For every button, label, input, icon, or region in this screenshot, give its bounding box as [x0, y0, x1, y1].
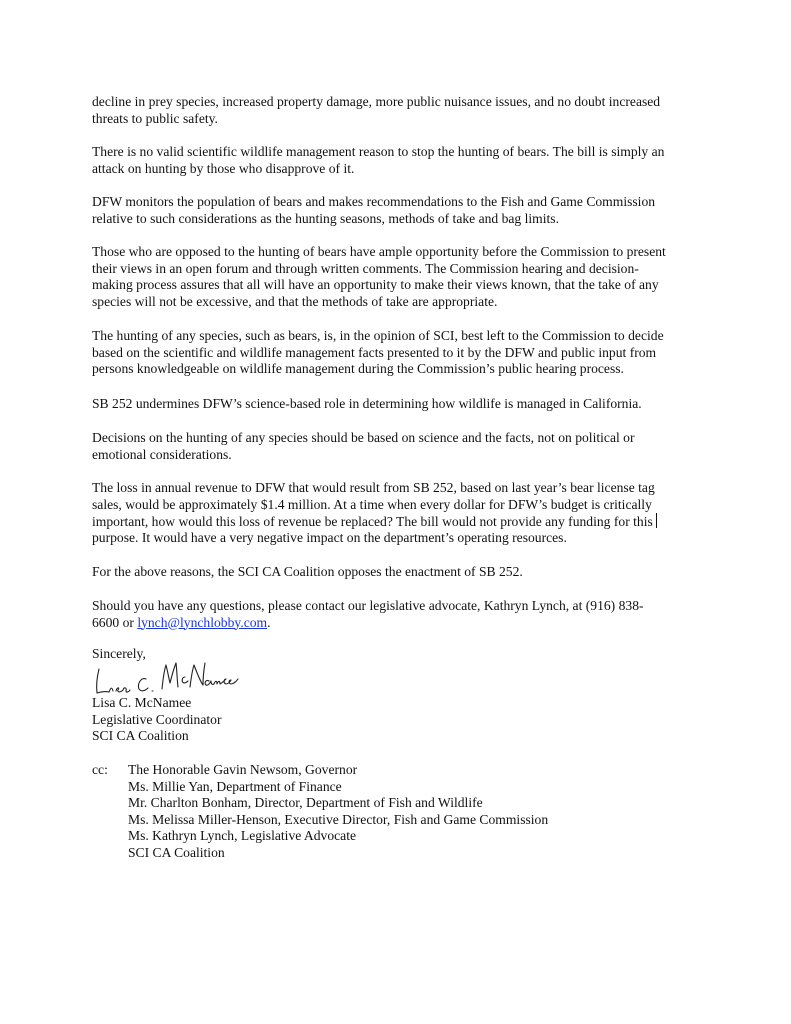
- handwritten-signature: [90, 657, 250, 699]
- paragraph-dfw-monitors: DFW monitors the population of bears and makes recommendations to the Fish and Game Commission relative to such considerations as the hunting seasons, methods of take and bag limits.: [92, 194, 656, 226]
- paragraph-commission-decides: The hunting of any species, such as bears, is, in the opinion of SCI, best left to the Commission to decide based on the scientific and wildlife management facts presented to it by the DFW and public input from persons knowledgeable on wildlife management during the Commission’s public hearing process.: [92, 328, 664, 377]
- cc-recipient: Ms. Melissa Miller-Henson, Executive Director, Fish and Game Commission: [128, 811, 549, 827]
- cc-recipient: The Honorable Gavin Newsom, Governor: [128, 762, 358, 777]
- contact-line-2: [92, 615, 712, 632]
- salutation: Sincerely,: [92, 646, 146, 661]
- cc-recipient-list: [128, 762, 628, 862]
- contact-line-1: Should you have any questions, please contact our legislative advocate, Kathryn Lynch, at (916) 838-: [92, 598, 644, 613]
- contact-suffix: .: [267, 614, 271, 630]
- revenue-lines-1-2: The loss in annual revenue to DFW that would result from SB 252, based on last year’s bear license tag sales, would be approximately $1.4 million. At a time when every dollar for DFW’s budget is critically: [92, 480, 655, 512]
- paragraph-opposes-enactment: For the above reasons, the SCI CA Coalition opposes the enactment of SB 252.: [92, 564, 523, 579]
- signature-block: [92, 695, 712, 745]
- revenue-line-3-text: important, how would this loss of revenue be replaced? The bill would not provide any funding for this: [92, 514, 653, 530]
- signer-name: Lisa C. McNamee: [92, 695, 192, 710]
- paragraph-sb252-undermines: SB 252 undermines DFW’s science-based role in determining how wildlife is managed in California.: [92, 396, 642, 411]
- revenue-line-4: purpose. It would have a very negative impact on the department’s operating resources.: [92, 529, 567, 545]
- cc-recipient: SCI CA Coalition: [128, 844, 225, 860]
- cc-recipient: Mr. Charlton Bonham, Director, Department of Fish and Wildlife: [128, 795, 483, 811]
- cc-label: cc:: [92, 762, 108, 777]
- signer-title: Legislative Coordinator: [92, 711, 222, 727]
- email-link[interactable]: lynch@lynchlobby.com: [137, 614, 268, 630]
- paragraph-prey-decline: decline in prey species, increased property damage, more public nuisance issues, and no doubt increased threats to public safety.: [92, 94, 661, 126]
- paragraph-opposition-opportunity: Those who are opposed to the hunting of bears have ample opportunity before the Commission to present their views in an open forum and through written comments. The Commission hearing and decision- making process assures that all will have an opportunity to make their views known, that the take of any species will not be excessive, and that the methods of take are appropriate.: [92, 244, 666, 309]
- revenue-line-3: [92, 513, 712, 530]
- paragraph-no-valid-reason: There is no valid scientific wildlife management reason to stop the hunting of bears. The bill is simply an attack on hunting by those who disapprove of it.: [92, 144, 665, 176]
- cc-recipient: Ms. Millie Yan, Department of Finance: [128, 778, 342, 794]
- paragraph-revenue-loss: [92, 480, 712, 546]
- paragraph-science-decisions: Decisions on the hunting of any species should be based on science and the facts, not on political or emotional considerations.: [92, 430, 635, 462]
- cc-recipient: Ms. Kathryn Lynch, Legislative Advocate: [128, 828, 357, 844]
- signer-organization: SCI CA Coalition: [92, 728, 189, 744]
- paragraph-contact: [92, 598, 712, 631]
- text-cursor: [656, 513, 657, 528]
- contact-prefix: 6600 or: [92, 614, 138, 630]
